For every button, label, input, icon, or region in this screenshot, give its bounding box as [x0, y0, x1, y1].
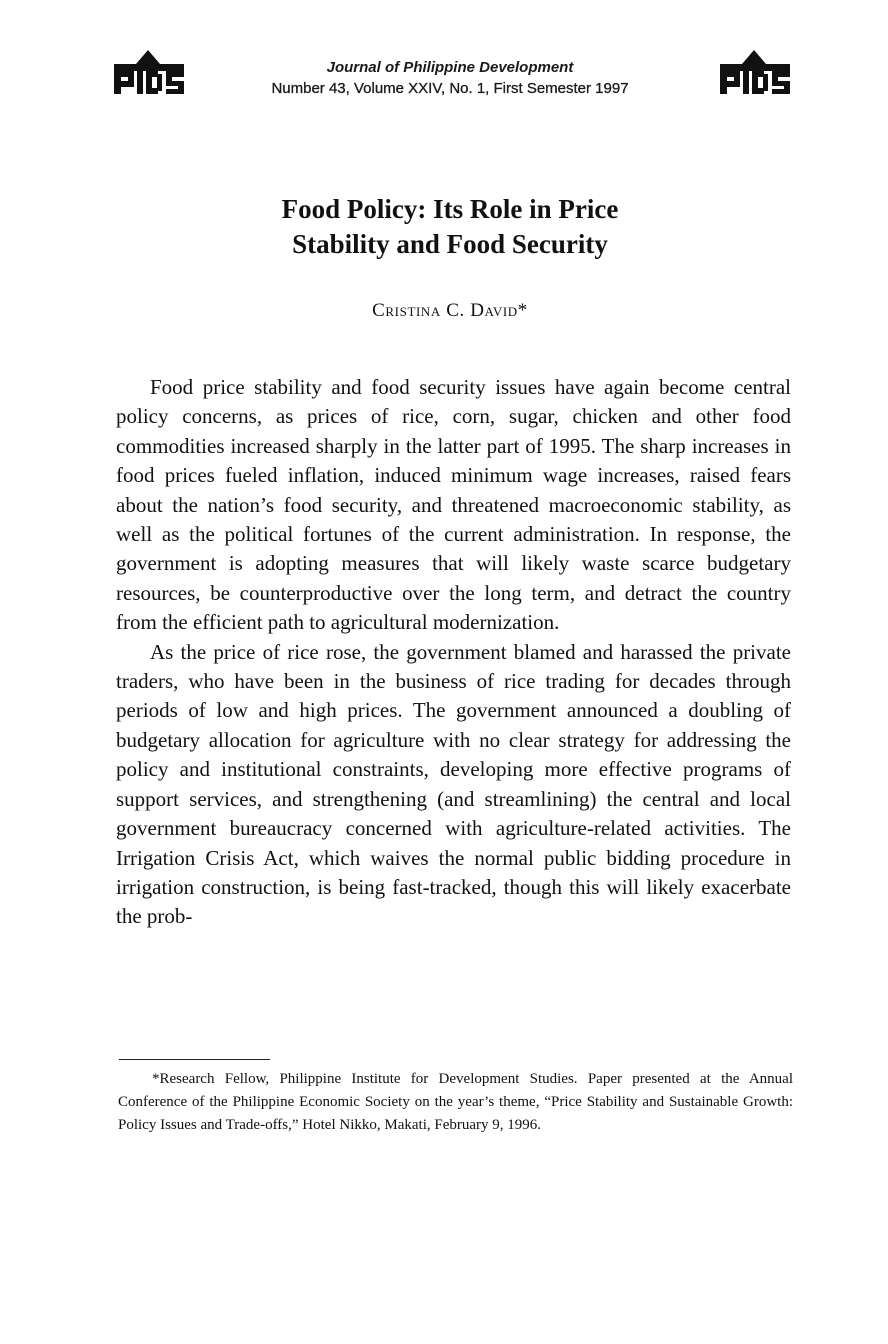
pids-logo-icon [112, 48, 190, 98]
footnote-divider [119, 1059, 270, 1060]
author-name: Cristina C. David* [372, 300, 528, 321]
journal-header [230, 57, 670, 99]
title-line-1: Food Policy: Its Role in Price [281, 194, 619, 224]
body-paragraph: As the price of rice rose, the government blamed and harassed the private traders, who have been in the business of rice trading for decades through periods of low and high prices. The government announced a doubling of budgetary allocation for agriculture with no clear strategy for addressing the policy and institutional constraints, developing more effective programs of support services, and strengthening (and streamlining) the central and local government bureaucracy concerned with agriculture-related activities. The Irrigation Crisis Act, which waives the normal public bidding procedure in irrigation construction, is being fast-tracked, though this will likely exacerbate the prob- [116, 639, 791, 929]
title-line-2: Stability and Food Security [292, 229, 608, 259]
footnote: *Research Fellow, Philippine Institute for Development Studies. Paper presented at the Annual Conference of the Philippine Economic Society on the year’s theme, “Price Stability and Sustainable Growth: Policy Issues and Trade-offs,” Hotel Nikko, Makati, February 9, 1996. [118, 1071, 793, 1133]
journal-issue-line: Number 43, Volume XXIV, No. 1, First Semester 1997 [271, 80, 629, 97]
body-paragraph: Food price stability and food security issues have again become central policy concerns, as prices of rice, corn, sugar, chicken and other food commodities increased sharply in the latter part of 1995. The sharp increases in food prices fueled inflation, induced minimum wage increases, raised fears about the nation’s food security, and threatened macroeconomic stability, as well as the political fortunes of the current administration. In response, the government is adopting measures that will likely waste scarce budgetary resources, be counterproductive over the long term, and detract the country from the efficient path to agricultural modernization. [116, 375, 791, 635]
article-title [150, 192, 750, 262]
pids-logo-icon [718, 48, 796, 98]
article-body [116, 373, 791, 932]
journal-name: Journal of Philippine Development [326, 59, 574, 76]
